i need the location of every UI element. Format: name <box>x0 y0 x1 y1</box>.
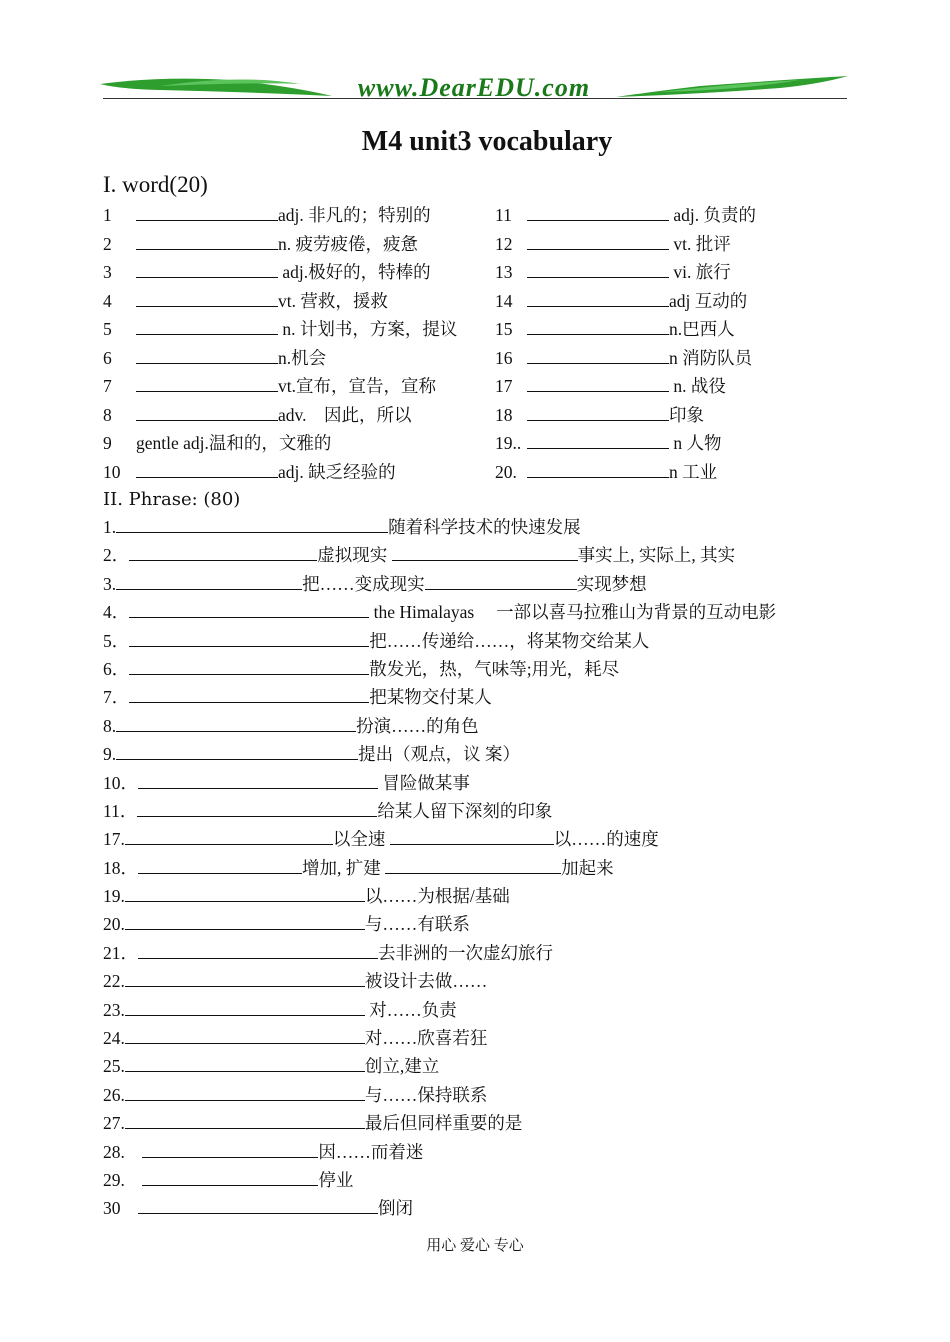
word-item <box>136 374 436 398</box>
word-item <box>527 346 752 370</box>
word-meaning: n.机会 <box>278 347 327 368</box>
phrase-meaning: 虚拟现实 <box>317 545 392 566</box>
phrase-row <box>103 1111 776 1139</box>
answer-blank[interactable] <box>138 857 302 874</box>
phrase-meaning: 去非洲的一次虚幻旅行 <box>378 942 553 963</box>
word-number: 3 <box>103 262 112 282</box>
phrase-row <box>103 884 776 912</box>
phrase-number: 1. <box>103 517 117 537</box>
phrase-row <box>103 515 776 543</box>
word-row <box>103 403 863 432</box>
word-number: 4 <box>103 290 112 311</box>
word-meaning: adj. 缺乏经验的 <box>278 461 396 482</box>
word-item <box>136 460 396 484</box>
word-item <box>527 289 747 313</box>
answer-blank[interactable] <box>136 318 278 335</box>
phrase-row <box>103 543 776 571</box>
word-meaning: n.巴西人 <box>669 319 735 339</box>
phrase-number: 23. <box>103 999 125 1020</box>
word-number: 10 <box>103 461 121 482</box>
phrase-number: 2． <box>103 545 130 566</box>
phrase-row <box>103 629 776 657</box>
word-item <box>136 403 412 427</box>
phrase-number: 18． <box>103 857 138 878</box>
phrase-meaning: 提出（观点，议 案） <box>358 744 520 765</box>
phrase-number: 10． <box>103 772 138 793</box>
word-meaning: adj. 非凡的；特别的 <box>278 205 431 225</box>
answer-blank[interactable] <box>129 630 369 647</box>
answer-blank[interactable] <box>129 658 369 675</box>
phrase-row <box>103 856 776 884</box>
phrase-number: 7． <box>103 687 130 708</box>
word-item <box>136 232 418 256</box>
phrase-number: 24. <box>103 1028 125 1049</box>
phrase-meaning: 最后但同样重要的是 <box>364 1113 523 1134</box>
word-item <box>527 374 726 398</box>
word-meaning: adj. 负责的 <box>669 205 757 225</box>
answer-blank[interactable] <box>142 1169 318 1186</box>
phrase-meaning: 对……欣喜若狂 <box>364 1028 488 1049</box>
phrase-meaning: 以全速 <box>332 829 390 850</box>
word-number: 18 <box>495 404 513 425</box>
word-meaning: vt. 营救，援救 <box>278 290 388 311</box>
answer-blank[interactable] <box>138 1197 378 1214</box>
answer-blank[interactable] <box>125 913 365 930</box>
word-meaning: n. 计划书，方案，提议 <box>278 319 458 339</box>
phrase-row <box>103 1196 776 1224</box>
phrase-list <box>103 515 776 1225</box>
answer-blank[interactable] <box>527 432 669 449</box>
footer-slogan: 用心 爱心 专心 <box>426 1238 524 1254</box>
answer-blank[interactable] <box>527 290 669 307</box>
answer-blank[interactable] <box>125 1112 365 1129</box>
word-item <box>136 289 388 313</box>
phrase-number: 17. <box>103 829 125 850</box>
phrase-number: 8. <box>103 715 117 736</box>
answer-blank[interactable] <box>125 828 333 845</box>
answer-blank[interactable] <box>129 601 369 618</box>
answer-blank[interactable] <box>390 828 554 845</box>
phrase-row <box>103 1054 776 1082</box>
word-item <box>527 460 717 484</box>
page-title: M4 unit3 vocabulary <box>361 126 613 157</box>
answer-blank[interactable] <box>116 516 388 533</box>
answer-blank[interactable] <box>142 1141 318 1158</box>
word-item <box>527 431 722 455</box>
phrase-row <box>103 714 776 742</box>
word-number: 12 <box>495 233 513 254</box>
word-item <box>527 260 731 284</box>
word-number: 1 <box>103 205 112 225</box>
answer-blank[interactable] <box>125 1084 365 1101</box>
word-item <box>136 431 331 455</box>
phrase-row <box>103 827 776 855</box>
word-meaning: n. 疲劳疲倦，疲惫 <box>278 233 418 254</box>
word-number: 5 <box>103 319 112 339</box>
phrase-meaning: the Himalayas 一部以喜马拉雅山为背景的互动电影 <box>369 602 777 623</box>
word-item <box>136 346 326 370</box>
word-row <box>103 260 863 289</box>
site-header <box>100 70 848 106</box>
answer-blank[interactable] <box>425 573 577 590</box>
section-phrase-heading: II. Phrase: (80) <box>103 489 241 510</box>
word-number: 2 <box>103 233 112 254</box>
phrase-meaning: 因……而着迷 <box>318 1141 424 1162</box>
phrase-number: 20. <box>103 914 125 935</box>
phrase-row <box>103 572 776 600</box>
word-text: gentle adj.温和的，文雅的 <box>136 433 332 453</box>
word-meaning: n 人物 <box>669 433 722 453</box>
word-meaning: adv. 因此，所以 <box>278 404 412 425</box>
phrase-meaning: 与……保持联系 <box>364 1084 488 1105</box>
phrase-row <box>103 998 776 1026</box>
phrase-row <box>103 657 776 685</box>
phrase-number: 5． <box>103 630 130 651</box>
phrase-row <box>103 742 776 770</box>
word-list <box>103 203 863 488</box>
phrase-row <box>103 1140 776 1168</box>
answer-blank[interactable] <box>129 544 317 561</box>
word-number: 7 <box>103 376 112 396</box>
phrase-meaning: 以……的速度 <box>553 829 659 850</box>
word-row <box>103 346 863 375</box>
phrase-number: 6． <box>103 658 130 679</box>
phrase-row <box>103 685 776 713</box>
answer-blank[interactable] <box>138 772 378 789</box>
phrase-meaning: 随着科学技术的快速发展 <box>388 517 581 537</box>
answer-blank[interactable] <box>125 970 365 987</box>
word-item <box>136 260 431 284</box>
phrase-meaning: 对……负责 <box>364 999 457 1020</box>
phrase-meaning: 事实上, 实际上, 其实 <box>577 545 736 566</box>
phrase-meaning: 倒闭 <box>378 1198 413 1219</box>
phrase-row <box>103 600 776 628</box>
answer-blank[interactable] <box>136 204 278 221</box>
word-item <box>527 403 704 427</box>
phrase-number: 29. <box>103 1169 143 1190</box>
word-meaning: adj 互动的 <box>669 290 748 311</box>
answer-blank[interactable] <box>125 999 365 1016</box>
word-number: 15 <box>495 319 513 339</box>
phrase-meaning: 散发光，热，气味等;用光，耗尽 <box>369 658 620 679</box>
answer-blank[interactable] <box>138 942 378 959</box>
answer-blank[interactable] <box>136 461 278 478</box>
phrase-number: 28. <box>103 1141 143 1162</box>
word-number: 17 <box>495 376 513 396</box>
phrase-number: 11． <box>103 800 138 821</box>
word-number: 6 <box>103 347 112 368</box>
word-number: 9 <box>103 433 112 453</box>
word-row <box>103 203 863 232</box>
word-row <box>103 460 863 489</box>
answer-blank[interactable] <box>136 347 278 364</box>
word-number: 8 <box>103 404 112 425</box>
phrase-meaning: 把……传递给……，将某物交给某人 <box>369 630 650 651</box>
word-number: 14 <box>495 290 513 311</box>
phrase-number: 25. <box>103 1056 125 1077</box>
phrase-meaning: 把某物交付某人 <box>369 687 492 708</box>
word-number: 13 <box>495 262 513 282</box>
answer-blank[interactable] <box>527 261 669 278</box>
answer-blank[interactable] <box>116 573 302 590</box>
word-meaning: n 消防队员 <box>669 347 753 368</box>
answer-blank[interactable] <box>527 461 669 478</box>
phrase-meaning: 冒险做某事 <box>378 772 470 793</box>
phrase-number: 30 <box>103 1198 138 1219</box>
answer-blank[interactable] <box>136 404 278 421</box>
answer-blank[interactable] <box>125 1055 365 1072</box>
phrase-meaning: 创立,建立 <box>364 1056 440 1077</box>
answer-blank[interactable] <box>527 318 669 335</box>
phrase-number: 4． <box>103 602 130 623</box>
answer-blank[interactable] <box>136 261 278 278</box>
answer-blank[interactable] <box>136 233 278 250</box>
phrase-meaning: 与……有联系 <box>364 914 470 935</box>
phrase-number: 27. <box>103 1113 125 1134</box>
word-row <box>103 431 863 460</box>
answer-blank[interactable] <box>136 290 278 307</box>
word-item <box>527 317 735 341</box>
answer-blank[interactable] <box>136 375 278 392</box>
phrase-meaning: 增加, 扩建 <box>302 857 386 878</box>
site-logo-text: www.DearEDU.com <box>357 73 591 102</box>
phrase-row <box>103 912 776 940</box>
answer-blank[interactable] <box>137 800 377 817</box>
word-number: 19.. <box>495 433 522 453</box>
phrase-meaning: 扮演……的角色 <box>356 715 479 736</box>
phrase-number: 9. <box>103 744 117 765</box>
word-meaning: vi. 旅行 <box>669 262 731 282</box>
section-words-heading: I. word(20) <box>103 172 208 197</box>
word-row <box>103 232 863 261</box>
answer-blank[interactable] <box>385 857 561 874</box>
word-number: 16 <box>495 347 513 368</box>
answer-blank[interactable] <box>116 715 356 732</box>
answer-blank[interactable] <box>527 204 669 221</box>
word-meaning: n 工业 <box>669 461 718 482</box>
answer-blank[interactable] <box>527 375 669 392</box>
answer-blank[interactable] <box>527 404 669 421</box>
answer-blank[interactable] <box>125 1027 365 1044</box>
word-row <box>103 374 863 403</box>
phrase-number: 19. <box>103 886 125 907</box>
word-row <box>103 317 863 346</box>
word-number: 20. <box>495 461 517 482</box>
phrase-row <box>103 771 776 799</box>
answer-blank[interactable] <box>125 885 365 902</box>
phrase-row <box>103 969 776 997</box>
phrase-meaning: 把……变成现实 <box>302 573 425 594</box>
phrase-row <box>103 941 776 969</box>
word-item <box>136 317 457 341</box>
phrase-meaning: 被设计去做…… <box>364 971 488 992</box>
phrase-number: 3. <box>103 573 117 594</box>
word-item <box>527 232 731 256</box>
phrase-meaning: 给某人留下深刻的印象 <box>377 800 553 821</box>
word-meaning: 印象 <box>669 404 704 425</box>
phrase-number: 22. <box>103 971 125 992</box>
word-item <box>136 203 431 227</box>
answer-blank[interactable] <box>129 686 369 703</box>
word-meaning: vt.宣布，宣告，宣称 <box>278 376 436 396</box>
phrase-row <box>103 799 776 827</box>
phrase-row <box>103 1083 776 1111</box>
phrase-number: 26. <box>103 1084 125 1105</box>
answer-blank[interactable] <box>116 743 358 760</box>
word-meaning: adj.极好的，特棒的 <box>278 262 431 282</box>
phrase-meaning: 加起来 <box>561 857 614 878</box>
phrase-row <box>103 1026 776 1054</box>
phrase-row <box>103 1168 776 1196</box>
word-meaning: vt. 批评 <box>669 233 731 254</box>
word-row <box>103 289 863 318</box>
word-number: 11 <box>495 205 512 225</box>
word-item <box>527 203 756 227</box>
answer-blank[interactable] <box>527 347 669 364</box>
phrase-meaning: 实现梦想 <box>576 573 647 594</box>
header-divider <box>103 98 847 99</box>
answer-blank[interactable] <box>527 233 669 250</box>
word-meaning: n. 战役 <box>669 376 726 396</box>
phrase-meaning: 以……为根据/基础 <box>364 886 510 907</box>
phrase-number: 21． <box>103 942 138 963</box>
answer-blank[interactable] <box>392 544 578 561</box>
phrase-meaning: 停业 <box>318 1169 354 1190</box>
